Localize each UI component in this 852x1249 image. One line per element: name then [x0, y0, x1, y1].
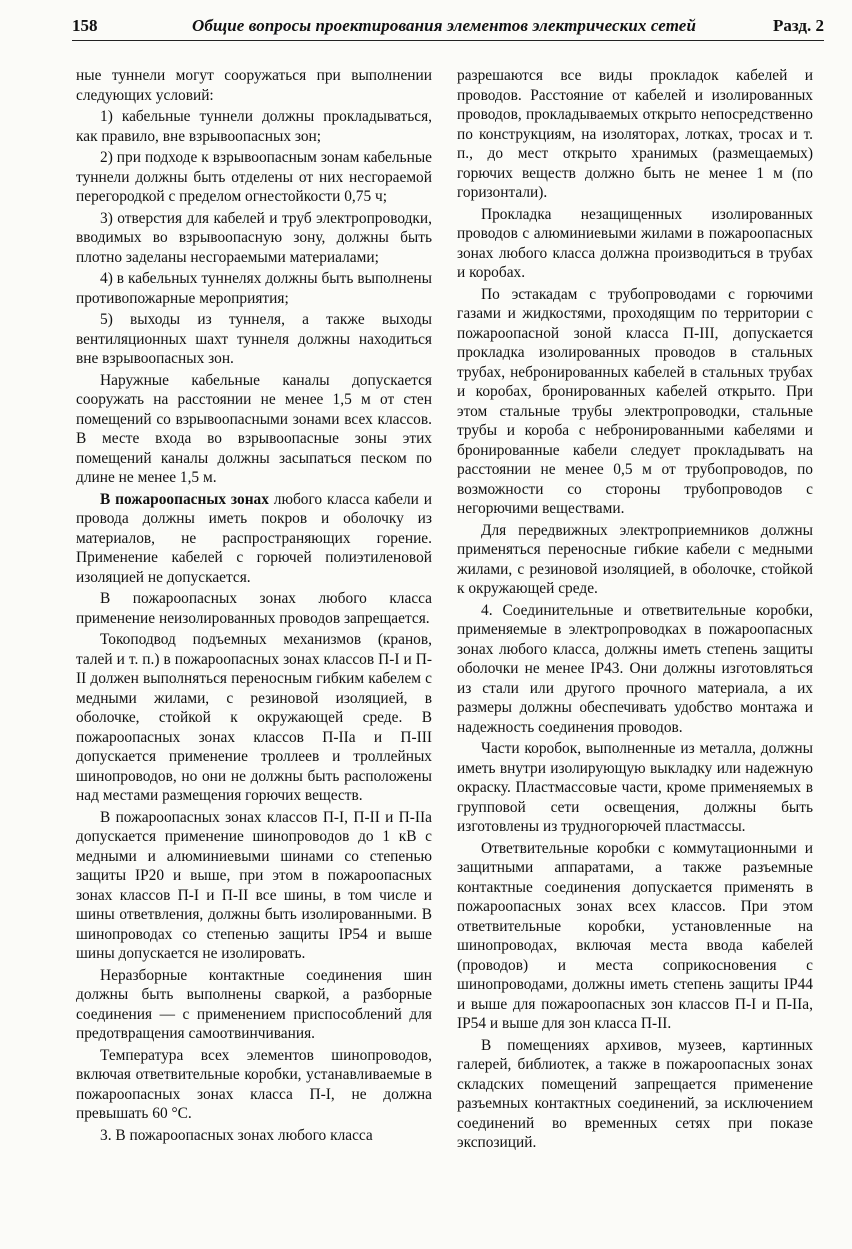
paragraph: [457, 739, 813, 837]
paragraph-text: Прокладка незащищенных изолированных проводов с алюминиевыми жилами в пожароопасных зонах любого класса должна производиться в трубах и коробах.: [457, 205, 813, 281]
paragraph-text: Для передвижных электроприемников должны применяться переносные гибкие кабели с медными жилами, с резиновой изоляцией, в оболочке, стойкой к окружающей среде.: [457, 521, 813, 597]
paragraph-text: В пожароопасных зонах любого класса применение неизолированных проводов запрещается.: [76, 590, 432, 627]
paragraph-text: Наружные кабельные каналы допускается сооружать на расстоянии не менее 1,5 м от стен помещений со взрывоопасными зонами всех классов. В месте входа во взрывоопасные зоны этих помещений каналы должны засыпаться песком по длине не менее 1,5 м.: [76, 371, 432, 486]
paragraph-text: 2) при подходе к взрывоопасным зонам кабельные туннели должны быть отделены от них несгораемой перегородкой с пределом огнестойкости 0,75 ч;: [76, 149, 432, 205]
paragraph: [457, 1036, 813, 1153]
paragraph: [76, 490, 432, 588]
paragraph-text: Ответвительные коробки с коммутационными и защитными аппаратами, а также разъемные контактные соединения допускается применять в пожароопасных зонах всех классов. При этом ответвительные коробки, установленные на шинопроводах, включая места ввода кабелей (проводов) и места соприкосновения с шинопроводами, должны иметь степень защиты IP44 и выше для пожароопасных зон классов П-I и П-IIа, IP54 и выше для зон класса П-II.: [457, 839, 813, 1032]
paragraph: [76, 808, 432, 964]
paragraph: [76, 209, 432, 268]
paragraph-text: По эстакадам с трубопроводами с горючими газами и жидкостями, проходящим по территории с пожароопасной зоной класса П-III, допускается прокладка изолированных проводов в стальных трубах, небронированных кабелей в стальных трубах и коробах, бронированных кабелей открыто. При этом стальные трубы электропроводки, стальные трубы и короба с небронированными кабелями и бронированные кабели следует прокладывать на расстоянии не менее 0,5 м от трубопроводов, по возможности со стороны трубопроводов с негорючими веществами.: [457, 285, 813, 517]
paragraph: [76, 107, 432, 146]
paragraph-text: Токоподвод подъемных механизмов (кранов, талей и т. п.) в пожароопасных зонах классов П-I и П-II должен выполняться переносным гибким кабелем с медными жилами, с резиновой изоляцией, в оболочке, стойкой к окружающей среде. В пожароопасных зонах классов П-IIа и П-III допускается применение троллеев и троллейных шинопроводов, но они не должны быть расположены над местами размещения горючих веществ.: [76, 631, 432, 804]
paragraph: [76, 1126, 432, 1146]
paragraph-text: Части коробок, выполненные из металла, должны иметь внутри изолирующую выкладку или надежную окраску. Пластмассовые части, кроме применяемых в групповой сети освещения, должны быть изготовлены из трудногорючей пластмассы.: [457, 740, 813, 835]
paragraph-text: Неразборные контактные соединения шин должны быть выполнены сваркой, а разборные соединения — с применением приспособлений для предотвращения самоотвинчивания.: [76, 966, 432, 1042]
paragraph-text: 5) выходы из туннеля, а также выходы вентиляционных шахт туннеля должны находиться вне взрывоопасных зон.: [76, 311, 432, 367]
paragraph: [76, 966, 432, 1044]
page-header: [72, 14, 824, 41]
paragraph: [76, 589, 432, 628]
paragraph-text: В пожароопасных зонах классов П-I, П-II и П-IIа допускается применение шинопроводов до 1 кВ с медными и алюминиевыми шинами со степенью защиты IP20 и выше, при этом в пожароопасных зонах классов П-I и П-II все шины, в том числе и шины ответвления, должны быть изолированными. В шинопроводах со степенью защиты IP54 и выше шины допускается не изолировать.: [76, 808, 432, 962]
bold-lead-phrase: В пожароопасных зонах: [100, 490, 269, 508]
paragraph: [76, 371, 432, 488]
paragraph-text: 4. Соединительные и ответвительные коробки, применяемые в электропроводках в пожароопасных зонах любого класса, должны иметь степень защиты оболочки не менее IP43. Они должны изготовляться из стали или другого прочного материала, а их размеры должны обеспечивать удобство монтажа и надежность соединения проводов.: [457, 601, 813, 736]
right-column: [457, 66, 813, 1153]
paragraph: [457, 285, 813, 519]
paragraph: [76, 66, 432, 105]
paragraph-text: В помещениях архивов, музеев, картинных галерей, библиотек, а также в пожароопасных зонах складских помещений запрещается применение разъемных контактных соединений, за исключением соединений во временных сетях при показе экспозиций.: [457, 1036, 813, 1151]
paragraph: [457, 66, 813, 203]
paragraph: [76, 630, 432, 806]
section-label: Разд. 2: [772, 16, 824, 35]
page-number: 158: [72, 16, 98, 35]
running-title: Общие вопросы проектирования элементов электрических сетей: [192, 16, 697, 35]
paragraph: [457, 205, 813, 283]
paragraph: [76, 148, 432, 207]
paragraph-text: 3. В пожароопасных зонах любого класса: [100, 1126, 373, 1144]
paragraph-text: разрешаются все виды прокладок кабелей и проводов. Расстояние от кабелей и изолированных проводов, прокладываемых открыто непосредственно по конструкциям, на изоляторах, лотках, тросах и т. п., до мест открыто хранимых (размещаемых) горючих веществ должно быть не менее 1 м (по горизонтали).: [457, 67, 813, 201]
paragraph: [76, 1046, 432, 1124]
paragraph-text: ные туннели могут сооружаться при выполнении следующих условий:: [76, 67, 432, 104]
paragraph-text: любого класса кабели и провода должны иметь покров и оболочку из материалов, не распространяющих горение. Применение кабелей с горючей полиэтиленовой изоляцией не допускается.: [76, 490, 432, 586]
paragraph: [457, 839, 813, 1034]
paragraph-text: 4) в кабельных туннелях должны быть выполнены противопожарные мероприятия;: [76, 270, 432, 307]
paragraph-text: Температура всех элементов шинопроводов, включая ответвительные коробки, устанавливаемые в пожароопасных зонах класса П-I, не должна превышать 60 °С.: [76, 1046, 432, 1122]
left-column: [76, 66, 432, 1145]
paragraph: [457, 601, 813, 738]
paragraph: [76, 310, 432, 369]
paragraph: [76, 269, 432, 308]
paragraph-text: 3) отверстия для кабелей и труб электропроводки, вводимых во взрывоопасную зону, должны быть плотно заделаны несгораемыми материалами;: [76, 209, 432, 266]
paragraph: [457, 521, 813, 599]
paragraph-text: 1) кабельные туннели должны прокладываться, как правило, вне взрывоопасных зон;: [76, 108, 432, 145]
